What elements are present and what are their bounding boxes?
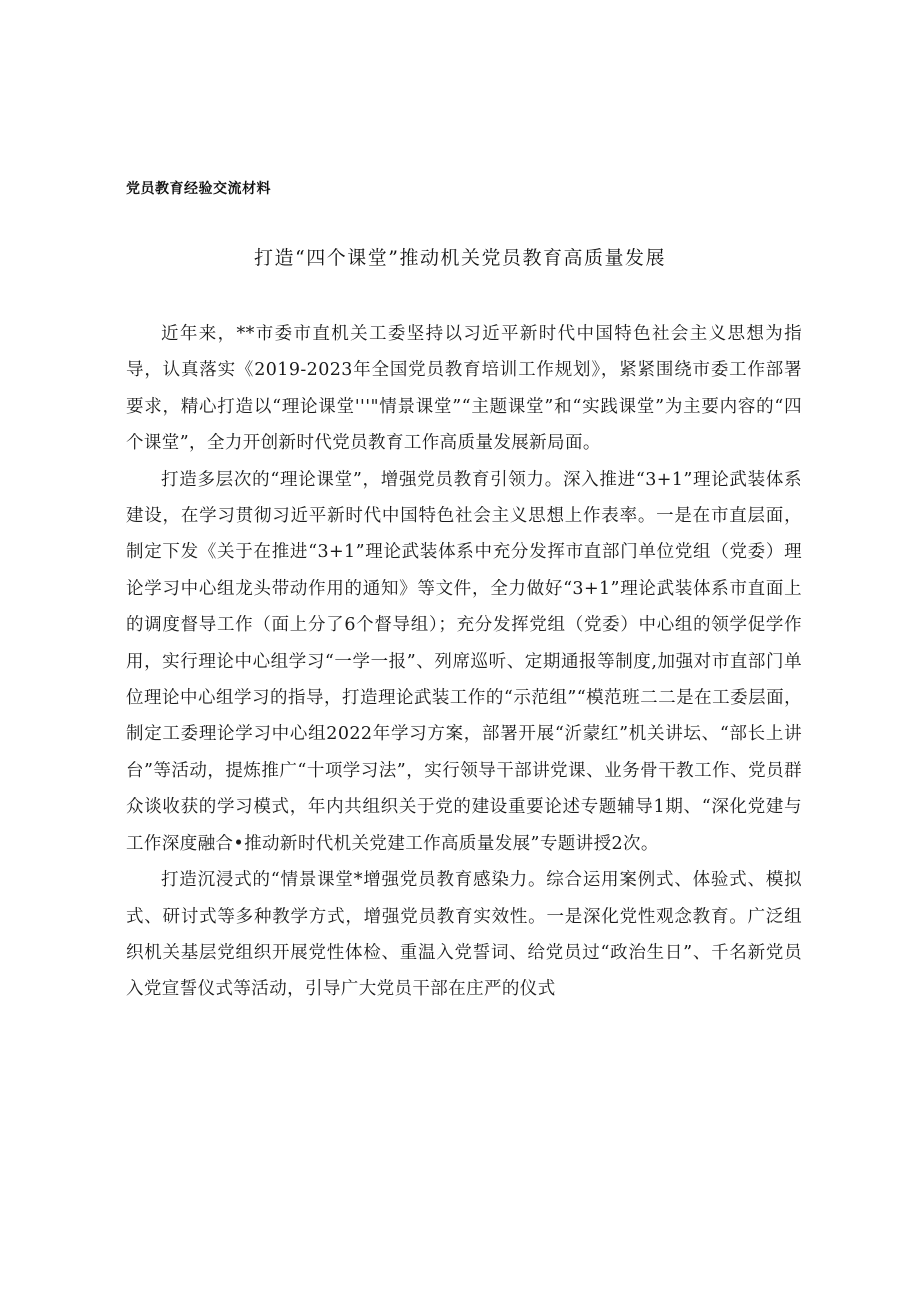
document-body — [126, 316, 802, 1008]
paragraph-intro: 近年来，**市委市直机关工委坚持以习近平新时代中国特色社会主义思想为指导，认真落实《2019-2023年全国党员教育培训工作规划》，紧紧围绕市委工作部署要求，精心打造以“理论课堂'''"情景课堂”“主题课堂”和“实践课堂”为主要内容的“四个课堂”，全力开创新时代党员教育工作高质量发展新局面。 — [126, 324, 802, 454]
document-title: 打造“四个课堂”推动机关党员教育高质量发展 — [254, 247, 666, 269]
document-label: 党员教育经验交流材料 — [126, 181, 271, 197]
paragraph-scenario-classroom: 打造沉浸式的“情景课堂*增强党员教育感染力。综合运用案例式、体验式、模拟式、研讨式等多种教学方式，增强党员教育实效性。一是深化党性观念教育。广泛组织机关基层党组织开展党性体检、重温入党誓词、给党员过“政治生日”、千名新党员入党宣誓仪式等活动，引导广大党员干部在庄严的仪式 — [126, 870, 802, 1000]
paragraph-theory-classroom: 打造多层次的“理论课堂”，增强党员教育引领力。深入推进“3+1”理论武装体系建设，在学习贯彻习近平新时代中国特色社会主义思想上作表率。一是在市直层面，制定下发《关于在推进“3+1”理论武装体系中充分发挥市直部门单位党组（党委）理论学习中心组龙头带动作用的通知》等文件，全力做好“3+1”理论武装体系市直面上的调度督导工作（面上分了6个督导组）；充分发挥党组（党委）中心组的领学促学作用，实行理论中心组学习“一学一报”、列席巡听、定期通报等制度,加强对市直部门单位理论中心组学习的指导，打造理论武装工作的“示范组”“模范班二二是在工委层面，制定工委理论学习中心组2022年学习方案，部署开展“沂蒙红”机关讲坛、“部长上讲台”等活动，提炼推广“十项学习法”，实行领导干部讲党课、业务骨干教工作、党员群众谈收获的学习模式，年内共组织关于党的建设重要论述专题辅导1期、“深化党建与工作深度融合•推动新时代机关党建工作高质量发展”专题讲授2次。 — [126, 469, 802, 854]
